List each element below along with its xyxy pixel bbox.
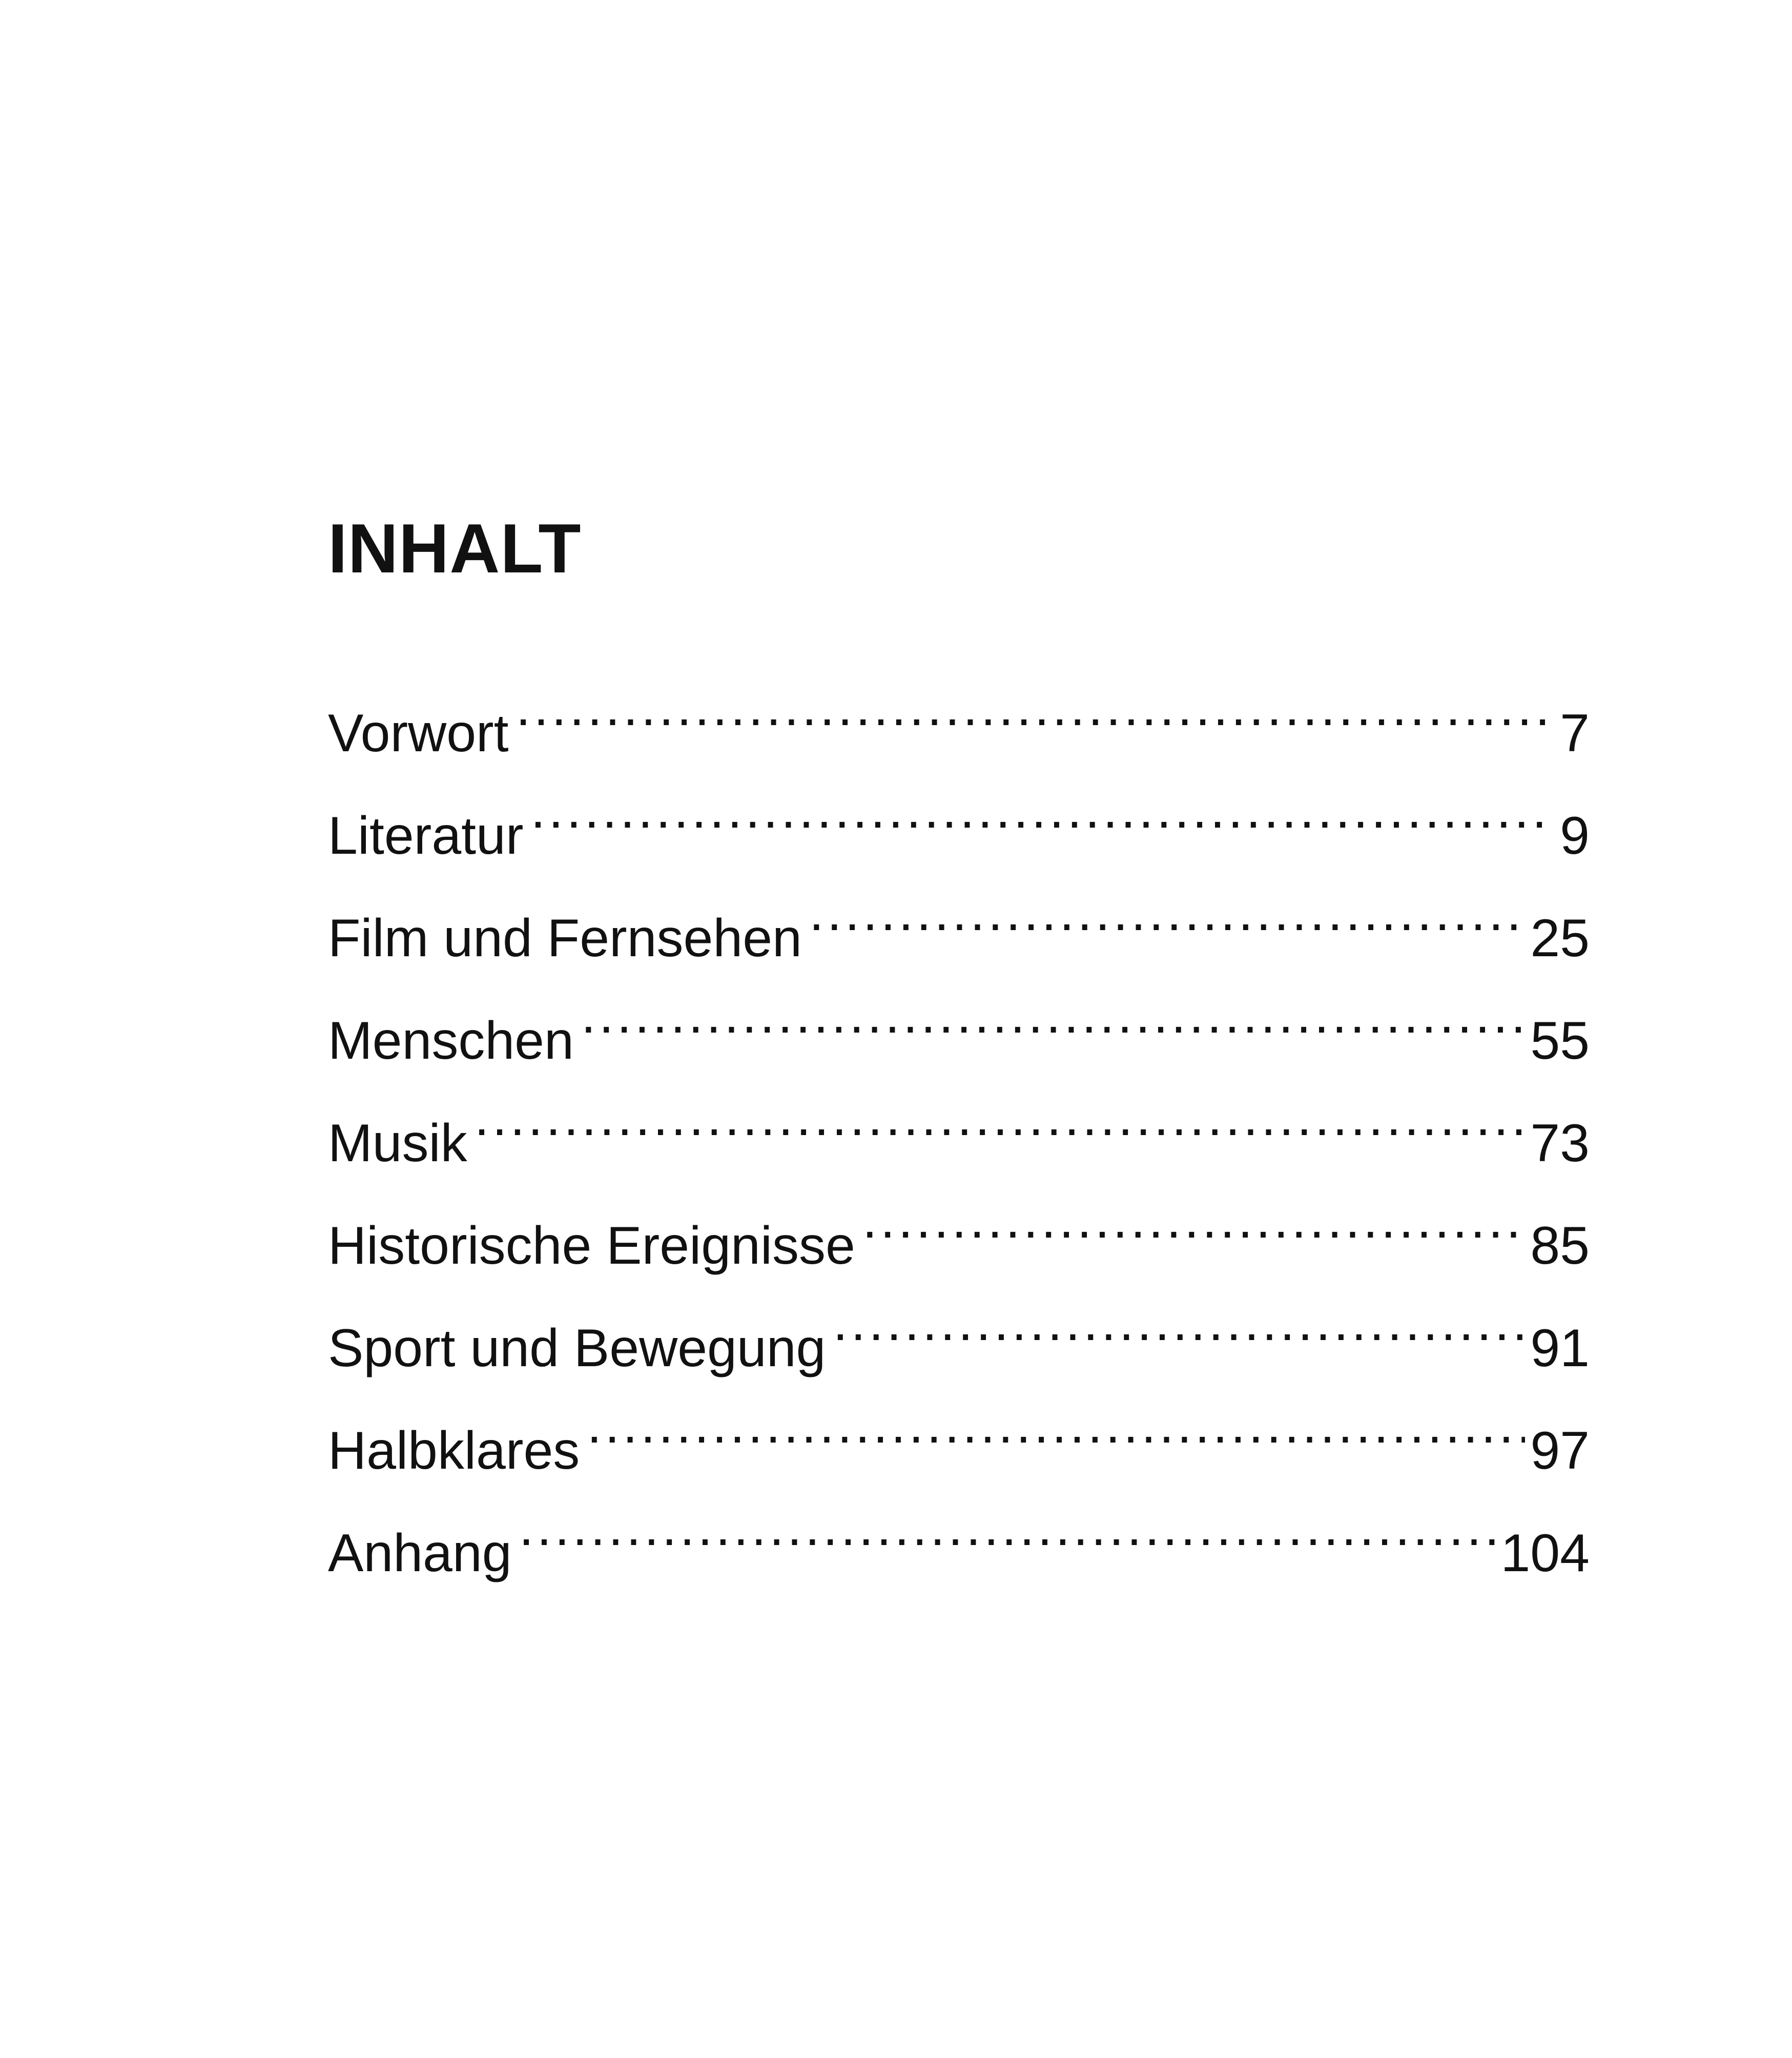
toc-entry-page-number: 25 xyxy=(1530,909,1590,968)
toc-entry-historische-ereignisse xyxy=(328,1202,1590,1305)
dot-leader xyxy=(475,1100,1526,1161)
dot-leader xyxy=(587,1407,1525,1469)
toc-entry-label: Historische Ereignisse xyxy=(328,1216,855,1275)
toc-entry-page-number: 9 xyxy=(1560,806,1590,866)
toc-entry-label: Literatur xyxy=(328,806,524,866)
toc-entry-sport-und-bewegung xyxy=(328,1305,1590,1407)
toc-list xyxy=(328,690,1590,1612)
toc-entry-page-number: 97 xyxy=(1530,1421,1590,1480)
toc-entry-page-number: 7 xyxy=(1560,704,1590,763)
table-of-contents xyxy=(328,507,1590,1583)
toc-entry-label: Anhang xyxy=(328,1524,512,1583)
toc-entry-label: Sport und Bewegung xyxy=(328,1319,826,1378)
toc-entry-page-number: 55 xyxy=(1530,1011,1590,1071)
toc-entry-label: Menschen xyxy=(328,1011,574,1071)
toc-entry-label: Halbklares xyxy=(328,1421,580,1480)
dot-leader xyxy=(862,1202,1525,1264)
dot-leader xyxy=(519,1510,1496,1571)
page-title: INHALT xyxy=(328,509,582,587)
toc-entry-page-number: 73 xyxy=(1530,1114,1590,1173)
dot-leader xyxy=(833,1305,1525,1366)
toc-entry-anhang xyxy=(328,1510,1590,1612)
dot-leader xyxy=(531,792,1555,854)
toc-entry-page-number: 91 xyxy=(1530,1319,1590,1378)
toc-entry-musik xyxy=(328,1100,1590,1202)
toc-entry-label: Musik xyxy=(328,1114,467,1173)
toc-entry-label: Film und Fernsehen xyxy=(328,909,802,968)
toc-entry-film-und-fernsehen xyxy=(328,895,1590,997)
dot-leader xyxy=(581,997,1525,1059)
toc-entry-menschen xyxy=(328,997,1590,1100)
toc-entry-label: Vorwort xyxy=(328,704,509,763)
toc-entry-page-number: 85 xyxy=(1530,1216,1590,1275)
toc-entry-page-number: 104 xyxy=(1500,1524,1590,1583)
dot-leader xyxy=(809,895,1525,956)
toc-entry-halbklares xyxy=(328,1407,1590,1510)
toc-entry-literatur xyxy=(328,792,1590,895)
toc-entry-vorwort xyxy=(328,690,1590,792)
dot-leader xyxy=(516,690,1555,751)
